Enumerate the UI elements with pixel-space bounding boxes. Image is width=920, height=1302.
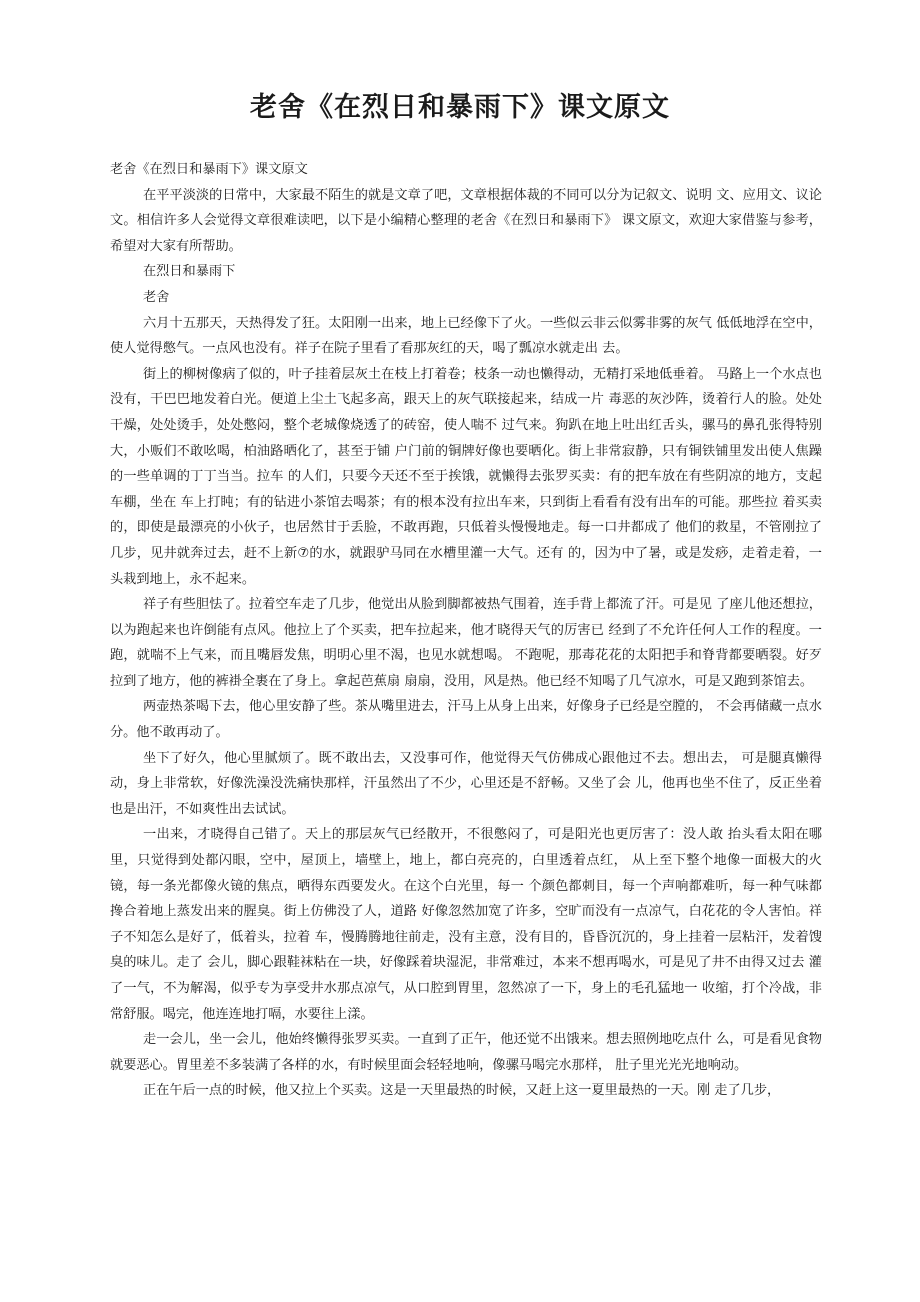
body-paragraph: 街上的柳树像病了似的，叶子挂着层灰土在枝上打着卷；枝条一动也懒得动，无精打采地低垂着。 马路上一个水点也没有，干巴巴地发着白光。便道上尘土飞起多高，跟天上的灰气联接起来，结成一片 毒恶的灰沙阵，烫着行人的脸。处处干燥，处处烫手，处处憋闷，整个老城像烧透了的砖窑，使人喘不 过气来。狗趴在地上吐出红舌头，骡马的鼻孔张得特别大，小贩们不敢吆喝，柏油路晒化了，甚至于铺 户门前的铜牌好像也要晒化。街上非常寂静，只有铜铁铺里发出使人焦躁的一些单调的丁丁当当。拉车 的人们，只要今天还不至于挨饿，就懒得去张罗买卖：有的把车放在有些阴凉的地方，支起车棚，坐在 车上打盹；有的钻进小茶馆去喝茶；有的根本没有拉出车来，只到街上看看有没有出车的可能。那些拉 着买卖的，即使是最漂亮的小伙子，也居然甘于丢脸，不敢再跑，只低着头慢慢地走。每一口井都成了 他们的救星，不管刚拉了几步，见井就奔过去，赶不上新⑦的水，就跟驴马同在水槽里灌一大气。还有 的，因为中了暑，或是发痧，走着走着，一头栽到地上，永不起来。 [110, 366, 822, 587]
body-paragraph: 坐下了好久，他心里腻烦了。既不敢出去，又没事可作，他觉得天气仿佛成心跟他过不去。想出去， 可是腿真懒得动，身上非常软，好像洗澡没洗痛快那样，汗虽然出了不少，心里还是不舒畅。又坐了会 儿，他再也坐不住了，反正坐着也是出汗，不如爽性出去试试。 [110, 750, 822, 817]
body-paragraph: 走一会儿，坐一会儿，他始终懒得张罗买卖。一直到了正午，他还觉不出饿来。想去照例地吃点什 么，可是看见食物就要恶心。胃里差不多装满了各样的水，有时候里面会轻轻地响，像骡马喝完水那样， 肚子里光光光地响动。 [110, 1032, 822, 1073]
document-body [110, 157, 822, 1104]
body-paragraph: 六月十五那天，天热得发了狂。太阳刚一出来，地上已经像下了火。一些似云非云似雾非雾的灰气 低低地浮在空中，使人觉得憋气。一点风也没有。祥子在院子里看了看那灰红的天，喝了瓢凉水就走出 去。 [110, 315, 822, 357]
intro-paragraph: 在平平淡淡的日常中，大家最不陌生的就是文章了吧，文章根据体裁的不同可以分为记叙文、说明 文、应用文、议论文。相信许多人会觉得文章很难读吧，以下是小编精心整理的老舍《在烈日和暴雨下》 课文原文，欢迎大家借鉴与参考，希望对大家有所帮助。 [110, 187, 822, 254]
article-author: 老舍 [143, 289, 170, 305]
body-paragraph: 两壶热茶喝下去，他心里安静了些。茶从嘴里进去，汗马上从身上出来，好像身子已经是空膛的， 不会再储藏一点水分。他不敢再动了。 [110, 699, 822, 741]
document-subtitle: 老舍《在烈日和暴雨下》课文原文 [110, 162, 308, 177]
body-paragraph: 正在午后一点的时候，他又拉上个买卖。这是一天里最热的时候，又赶上这一夏里最热的一天。刚 走了几步， [143, 1083, 781, 1099]
document-title: 老舍《在烈日和暴雨下》课文原文 [250, 92, 670, 123]
article-title: 在烈日和暴雨下 [143, 264, 236, 280]
body-paragraph: 祥子有些胆怯了。拉着空车走了几步，他觉出从脸到脚都被热气围着，连手背上都流了汗。可是见 了座儿他还想拉，以为跑起来也许倒能有点风。他拉上了个买卖，把车拉起来，他才晓得天气的厉害已 经到了不允许任何人工作的程度。一跑，就喘不上气来，而且嘴唇发焦，明明心里不渴，也见水就想喝。 不跑呢，那毒花花的太阳把手和脊背都要晒裂。好歹拉到了地方，他的裤褂全裹在了身上。拿起芭蕉扇 扇扇，没用，风是热。他已经不知喝了几气凉水，可是又跑到茶馆去。 [110, 597, 822, 689]
body-paragraph: 一出来，才晓得自己错了。天上的那层灰气已经散开，不很憋闷了，可是阳光也更厉害了：没人敢 抬头看太阳在哪里，只觉得到处都闪眼，空中，屋顶上，墙壁上，地上，都白亮亮的，白里透着点红， 从上至下整个地像一面极大的火镜，每一条光都像火镜的焦点，晒得东西要发火。在这个白光里，每一 个颜色都刺目，每一个声响都难听，每一种气味都搀合着地上蒸发出来的腥臭。街上仿佛没了人，道路 好像忽然加宽了许多，空旷而没有一点凉气，白花花的令人害怕。祥子不知怎么是好了，低着头，拉着 车，慢腾腾地往前走，没有主意，没有目的，昏昏沉沉的，身上挂着一层粘汗，发着馊臭的味儿。走了 会儿，脚心跟鞋袜粘在一块，好像踩着块湿泥，非常难过，本来不想再喝水，可是见了井不由得又过去 灌了一气，不为解渴，似乎专为享受井水那点凉气，从口腔到胃里，忽然凉了一下，身上的毛孔猛地一 收缩，打个冷战，非常舒服。喝完，他连连地打嗝，水要往上漾。 [110, 827, 822, 1022]
